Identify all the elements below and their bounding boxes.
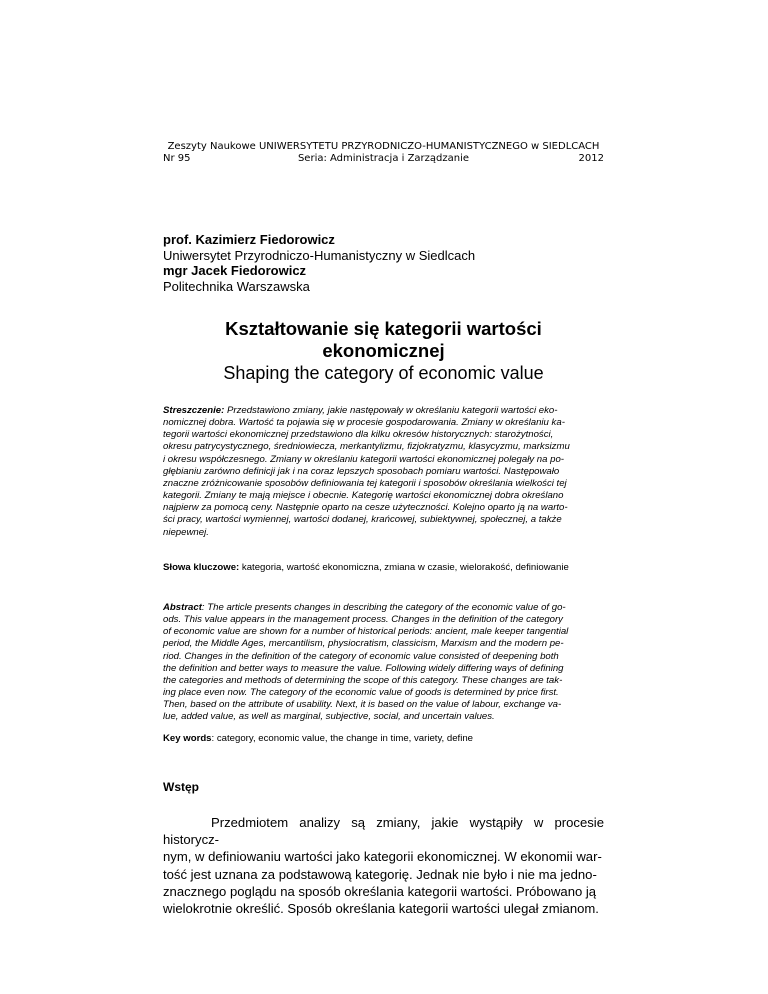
abstract-line: tegorii wartości ekonomicznej przedstawiono dla kilku okresów historycznych: starożytności, xyxy=(163,429,554,441)
abstract-english xyxy=(163,602,604,724)
abstract-line: ści pracy, wartości wymiennej, wartości dodanej, krańcowej, subiektywnej, społecznej, a także xyxy=(163,514,562,526)
abstract-label: Abstract xyxy=(163,602,202,613)
abstract-line: the definition and better ways to measure the value. Following widely differing ways of defining xyxy=(163,662,564,674)
abstract-line: znaczne zróżnicowanie sposobów definiowania tej kategorii i sposobów określania wielkości tej xyxy=(163,477,567,489)
abstract-line: ods. This value appears in the management process. Changes in the definition of the category xyxy=(163,614,563,626)
author-affiliation: Uniwersytet Przyrodniczo-Humanistyczny w Siedlcach xyxy=(163,247,476,263)
author-affiliation: Politechnika Warszawska xyxy=(163,278,310,294)
abstract-line: i okresu współczesnego. Zmiany w określaniu kategorii wartości ekonomicznej polegały na po- xyxy=(163,453,564,465)
body-line: wielokrotnie określić. Sposób określania kategorii wartości ulegał zmianom. xyxy=(163,901,599,917)
keywords-english xyxy=(163,733,604,745)
body-line: Przedmiotem analizy są zmiany, jakie wystąpiły w procesie historycz- xyxy=(163,815,604,848)
abstract-line: Przedstawiono zmiany, jakie następowały w określaniu kategorii wartości eko- xyxy=(224,405,558,416)
abstract-line: niepewnej. xyxy=(163,526,209,538)
abstract-line: nomicznej dobra. Wartość ta pojawia się w procesie gospodarowania. Zmiany w określaniu ka- xyxy=(163,417,565,429)
paper-title: Kształtowanie się kategorii wartości ekonomicznej xyxy=(225,318,542,361)
author-block xyxy=(163,232,475,294)
abstract-polish xyxy=(163,405,604,539)
abstract-line: Then, based on the attribute of usability. Next, it is based on the value of labour, exchange va- xyxy=(163,699,562,711)
author-name: mgr Jacek Fiedorowicz xyxy=(163,263,307,278)
abstract-line: ing place even now. The category of the economic value of goods is determined by price first. xyxy=(163,687,559,699)
keywords-label: Key words xyxy=(163,733,212,744)
series-name: Seria: Administracja i Zarządzanie xyxy=(297,153,470,164)
abstract-line: riod. Changes in the definition of the category of economic value consisted of deepening both xyxy=(163,650,559,662)
keywords-polish xyxy=(163,562,604,574)
paper-title-english: Shaping the category of economic value xyxy=(223,363,544,383)
keywords-text: : category, economic value, the change in time, variety, define xyxy=(211,733,474,744)
body-line: tość jest uznana za podstawową kategorię. Jednak nie było i nie ma jedno- xyxy=(163,866,597,882)
body-line: nym, w definiowaniu wartości jako kategorii ekonomicznej. W ekonomii war- xyxy=(163,849,602,865)
body-line: znacznego poglądu na sposób określania kategorii wartości. Próbowano ją xyxy=(163,883,597,899)
section-body xyxy=(163,814,604,917)
abstract-label: Streszczenie: xyxy=(163,405,225,416)
abstract-line: : The article presents changes in describing the category of the economic value of go- xyxy=(201,602,566,613)
publication-year: 2012 xyxy=(578,153,604,164)
keywords-label: Słowa kluczowe: xyxy=(163,562,240,573)
abstract-line: lue, added value, as well as marginal, subjective, social, and uncertain values. xyxy=(163,711,495,723)
abstract-line: of economic value are shown for a number of historical periods: ancient, male keeper tangential xyxy=(163,626,569,638)
title-block xyxy=(163,318,604,384)
author-name: prof. Kazimierz Fiedorowicz xyxy=(163,232,335,247)
section-heading: Wstęp xyxy=(163,780,199,794)
header-meta-line xyxy=(163,153,604,165)
abstract-line: głębianiu zarówno definicji jak i na coraz lepszych sposobach pomiaru wartości. Następowało xyxy=(163,465,560,477)
abstract-line: okresu patrycystycznego, średniowiecza, merkantylizmu, fizjokratyzmu, klasycyzmu, marksizmu xyxy=(163,441,570,453)
journal-name: Zeszyty Naukowe UNIWERSYTETU PRZYRODNICZO-HUMANISTYCZNEGO w SIEDLCACH xyxy=(167,141,600,152)
keywords-text: kategoria, wartość ekonomiczna, zmiana w czasie, wielorakość, definiowanie xyxy=(239,562,569,573)
abstract-line: the categories and methods of determining the scope of this category. These changes are tak- xyxy=(163,674,563,686)
abstract-line: period, the Middle Ages, mercantilism, physiocratism, classicism, Marxism and the modern pe- xyxy=(163,638,564,650)
abstract-line: najpierw za pomocą ceny. Następnie oparto na cesze użyteczności. Kolejno oparto ją na warto- xyxy=(163,502,568,514)
abstract-line: kategorii. Zmiany te mają miejsce i obecnie. Kategorię wartości ekonomicznej dobra określano xyxy=(163,490,564,502)
issue-number: Nr 95 xyxy=(163,153,191,164)
journal-header xyxy=(163,141,604,165)
